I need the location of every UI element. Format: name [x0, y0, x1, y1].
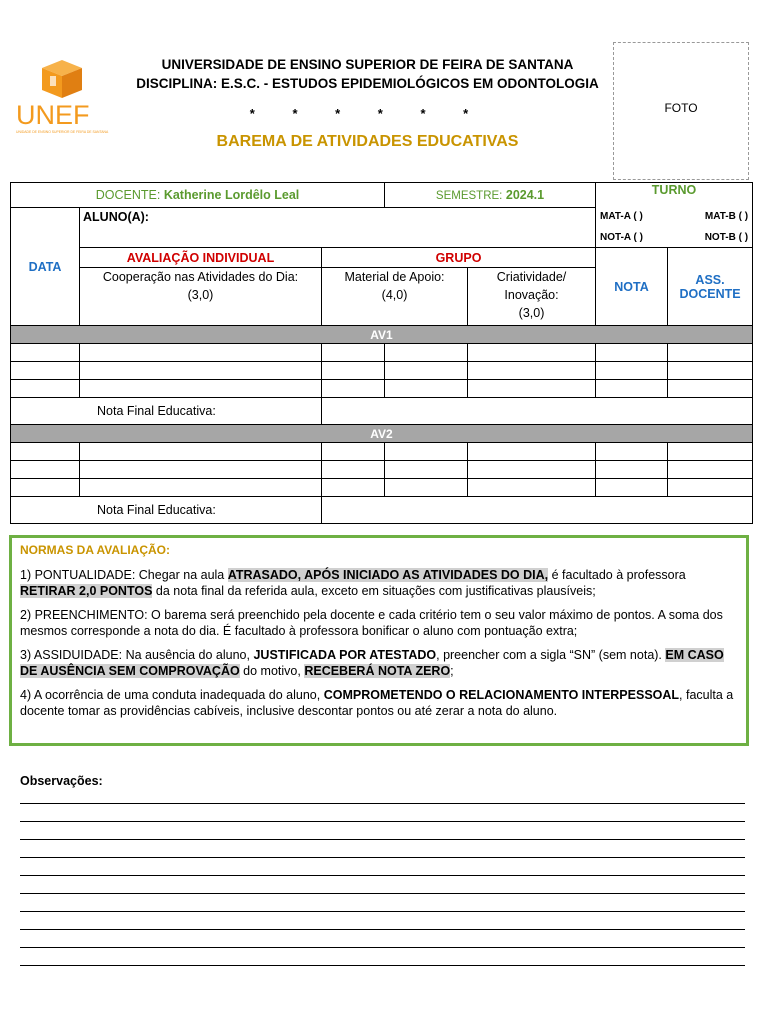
- cooperacao-label: Cooperação nas Atividades do Dia:: [102, 270, 299, 284]
- rule-assiduidade: 3) ASSIDUIDADE: Na ausência do aluno, JUSTIFICADA POR ATESTADO, preencher com a sigla “SN” (sem nota). EM CASO DE AUSÊNCIA SEM COMPROVAÇÃO do motivo, RECEBERÁ NOTA ZERO;: [20, 647, 724, 678]
- observacao-line[interactable]: [20, 947, 745, 948]
- cooperacao-header: [80, 268, 322, 326]
- data-label: DATA: [11, 208, 80, 326]
- semestre-value: 2024.1: [505, 188, 545, 202]
- observacao-line[interactable]: [20, 821, 745, 822]
- criatividade-header: [468, 268, 596, 326]
- rule-pontualidade: 1) PONTUALIDADE: Chegar na aula ATRASADO, APÓS INICIADO AS ATIVIDADES DO DIA, é facultado à professora RETIRAR 2,0 PONTOS da nota final da referida aula, exceto em situações com justificativas plausíveis;: [20, 567, 686, 598]
- semestre-cell: [385, 183, 596, 208]
- av2-nota-final-label: Nota Final Educativa:: [11, 497, 322, 524]
- table-row[interactable]: [11, 344, 753, 362]
- observacao-line[interactable]: [20, 965, 745, 966]
- criatividade-label: Criatividade/ Inovação:: [496, 270, 567, 302]
- mat-b-option[interactable]: MAT-B ( ): [704, 211, 749, 223]
- observacoes-label: Observações:: [20, 774, 103, 788]
- av2-band: AV2: [11, 425, 753, 443]
- criatividade-points: (3,0): [518, 306, 545, 320]
- logo-subtext: UNIDADE DE ENSINO SUPERIOR DE FEIRA DE SANTANA: [16, 130, 109, 134]
- evaluation-table: [10, 182, 753, 524]
- observacao-line[interactable]: [20, 839, 745, 840]
- rule-preenchimento: 2) PREENCHIMENTO: O barema será preenchido pela docente e cada critério tem o seu valor máximo de pontos. A soma dos mesmos corresponde a nota do dia. É facultado à professora bonificar o aluno com pontuação extra;: [20, 607, 723, 638]
- table-row[interactable]: [11, 479, 753, 497]
- nota-header: NOTA: [596, 248, 668, 326]
- table-row[interactable]: [11, 443, 753, 461]
- observacao-line[interactable]: [20, 893, 745, 894]
- av1-nota-final-label: Nota Final Educativa:: [11, 398, 322, 425]
- grupo-header: GRUPO: [322, 248, 596, 268]
- photo-label: FOTO: [664, 101, 698, 115]
- table-row[interactable]: [11, 461, 753, 479]
- stars-separator: * * * * * *: [249, 106, 486, 121]
- observacao-line[interactable]: [20, 857, 745, 858]
- av1-band: AV1: [11, 326, 753, 344]
- docente-name: Katherine Lordêlo Leal: [163, 188, 300, 202]
- observacao-line[interactable]: [20, 911, 745, 912]
- logo-text: UNEF: [16, 100, 90, 130]
- observacao-line[interactable]: [20, 929, 745, 930]
- not-b-option[interactable]: NOT-B ( ): [704, 232, 749, 244]
- rules-box: [9, 535, 749, 746]
- material-points: (4,0): [381, 288, 408, 302]
- cooperacao-points: (3,0): [187, 288, 214, 302]
- material-header: [322, 268, 468, 326]
- mat-a-option[interactable]: MAT-A ( ): [600, 211, 643, 223]
- institution-name: UNIVERSIDADE DE ENSINO SUPERIOR DE FEIRA DE SANTANA: [161, 57, 574, 72]
- turno-label: TURNO: [596, 183, 753, 208]
- discipline-name: DISCIPLINA: E.S.C. - ESTUDOS EPIDEMIOLÓGICOS EM ODONTOLOGIA: [136, 76, 599, 91]
- observacao-line[interactable]: [20, 803, 745, 804]
- photo-box: [613, 42, 749, 180]
- rule-conduta: 4) A ocorrência de uma conduta inadequada do aluno, COMPROMETENDO O RELACIONAMENTO INTERPESSOAL, faculta a docente tomar as providências cabíveis, inclusive descontar pontos ou até zerar a nota do aluno.: [20, 687, 734, 718]
- unef-logo: [12, 58, 124, 136]
- aluno-label: ALUNO(A):: [83, 210, 149, 224]
- page-title: BAREMA DE ATIVIDADES EDUCATIVAS: [216, 133, 519, 150]
- observacao-line[interactable]: [20, 875, 745, 876]
- avaliacao-individual-header: AVALIAÇÃO INDIVIDUAL: [80, 248, 322, 268]
- rules-title: NORMAS DA AVALIAÇÃO:: [20, 543, 170, 557]
- not-a-option[interactable]: NOT-A ( ): [600, 232, 643, 244]
- material-label: Material de Apoio:: [344, 270, 445, 284]
- av1-nota-final-field[interactable]: [322, 398, 753, 425]
- semestre-label: SEMESTRE:: [435, 190, 503, 202]
- docente-label: DOCENTE:: [95, 188, 161, 202]
- ass-docente-header: ASS. DOCENTE: [668, 248, 753, 326]
- docente-cell: [11, 183, 385, 208]
- turno-options: [596, 208, 753, 248]
- table-row[interactable]: [11, 380, 753, 398]
- av2-nota-final-field[interactable]: [322, 497, 753, 524]
- table-row[interactable]: [11, 362, 753, 380]
- aluno-field[interactable]: [80, 208, 596, 248]
